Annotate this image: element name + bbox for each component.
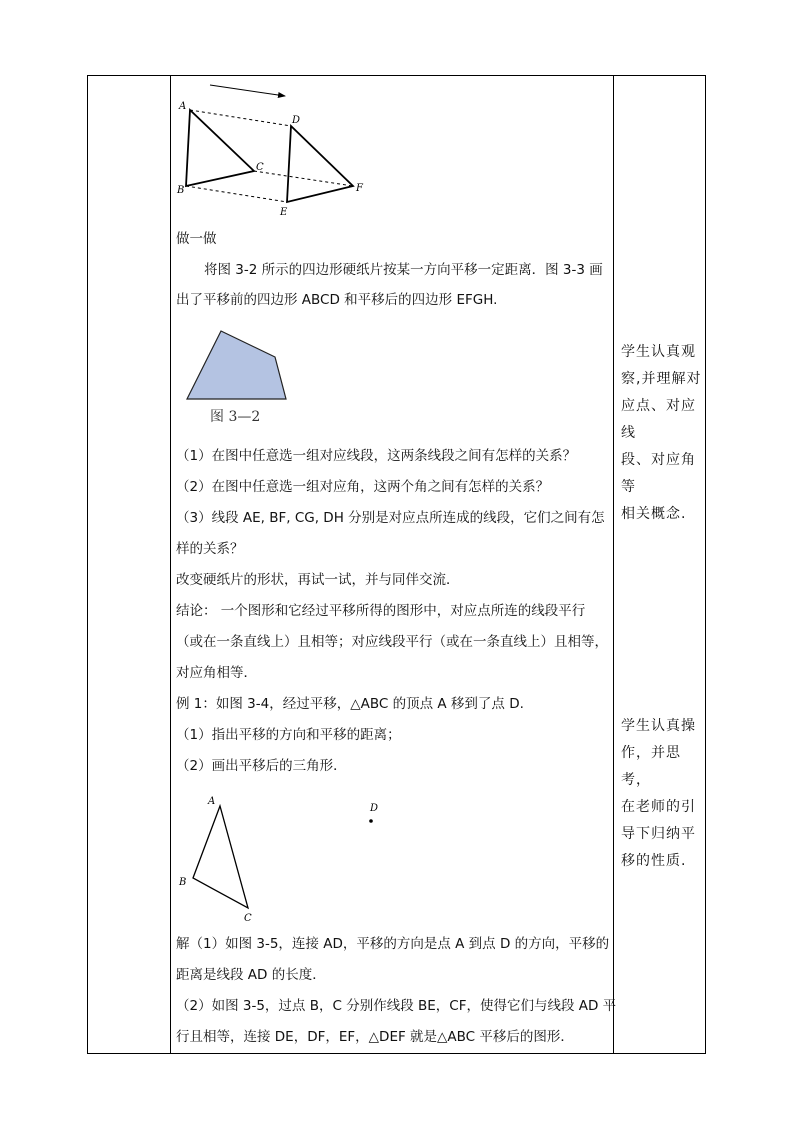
question-2: （2）在图中任意选一组对应角，这两个角之间有怎样的关系？ [176,479,550,495]
triangle-abc [186,110,254,186]
label-a-ex: A [208,796,216,807]
side-note-1-line: 段、对应角等 [621,452,696,495]
solution-1-line-2: 距离是线段 AD 的长度． [176,967,326,983]
example-1: 例 1：如图 3-4，经过平移，△ABC 的顶点 A 移到了点 D. [176,696,524,712]
figure-3-2-caption: 图 3—2 [210,409,261,425]
label-d-ex: D [370,803,379,814]
label-e: E [280,207,288,218]
question-1: （1）在图中任意选一组对应线段，这两条线段之间有怎样的关系？ [176,448,577,464]
side-note-2-line: 作，并思考， [621,745,681,788]
example-1-question-2: （2）画出平移后的三角形． [176,758,347,774]
quadrilateral-shape [187,331,286,399]
figure-3-4-triangle [170,790,400,925]
question-3-line-1: （3）线段 AE, BF, CG, DH 分别是对应点所连成的线段，它们之间有怎 [176,510,605,526]
side-note-2-line: 学生认真操 [621,718,696,734]
label-c: C [256,162,264,173]
label-d: D [292,115,301,126]
side-note-2-line: 导下归纳平 [621,826,696,842]
question-3-line-2: 样的关系？ [176,541,244,557]
side-note-1-line: 相关概念. [621,506,687,522]
main-column [170,75,617,1054]
side-note-1-line: 应点、对应线 [621,398,696,441]
dashed-be [186,186,287,202]
conclusion-line-2: （或在一条直线上）且相等；对应线段平行（或在一条直线上）且相等， [176,634,608,650]
label-b-ex: B [179,877,187,888]
label-b: B [177,185,185,196]
side-note-1-line: 学生认真观 [621,344,696,360]
conclusion-line-3: 对应角相等． [176,665,257,681]
point-d [369,819,373,823]
side-note-2-line: 移的性质. [621,853,687,869]
example-1-question-1: （1）指出平移的方向和平移的距离； [176,727,401,743]
direction-arrow [210,85,285,96]
side-note-2-line: 在老师的引 [621,799,696,815]
column-divider-2 [613,76,614,1053]
paragraph-1-line-2: 出了平移前的四边形 ABCD 和平移后的四边形 EFGH. [176,292,498,308]
solution-2-line-1: （2）如图 3-5，过点 B，C 分别作线段 BE，CF，使得它们与线段 AD 平 [176,998,617,1014]
side-note-2 [613,713,705,875]
label-c-ex: C [244,913,252,924]
dashed-cf [254,171,353,186]
conclusion-line-1: 结论： 一个图形和它经过平移所得的图形中，对应点所连的线段平行 [176,603,586,619]
label-f: F [356,183,363,194]
solution-2-line-2: 行且相等，连接 DE，DF，EF，△DEF 就是△ABC 平移后的图形． [176,1029,574,1045]
paragraph-1-line-1: 将图 3-2 所示的四边形硬纸片按某一方向平移一定距离．图 3-3 画 [204,262,603,278]
heading-try: 做一做 [176,231,217,247]
side-note-1 [613,339,705,528]
triangle-abc-example [193,806,248,908]
figure-translation-triangle [170,75,370,220]
change-shape-text: 改变硬纸片的形状，再试一试，并与同伴交流． [176,572,460,588]
label-a: A [179,101,187,112]
side-note-1-line: 察,并理解对 [621,371,702,387]
solution-1-line-1: 解（1）如图 3-5，连接 AD，平移的方向是点 A 到点 D 的方向，平移的 [176,936,610,952]
triangle-def [287,126,353,202]
